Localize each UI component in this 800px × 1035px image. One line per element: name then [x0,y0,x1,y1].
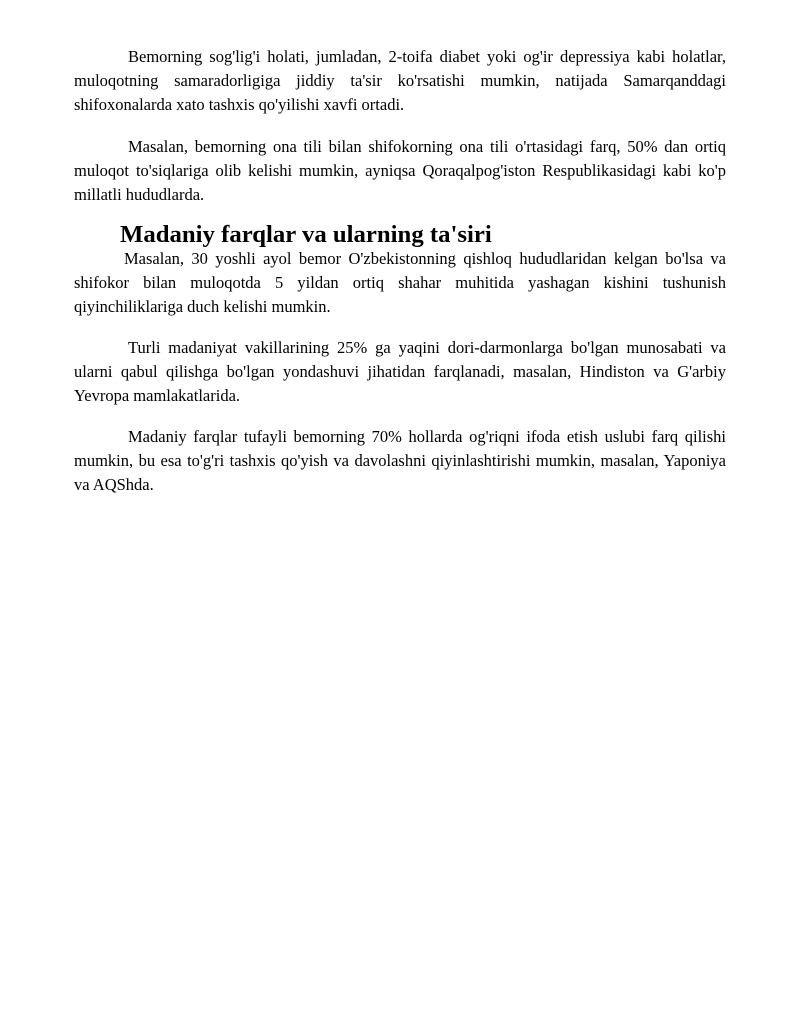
section-heading: Madaniy farqlar va ularning ta'siri [120,221,492,248]
paragraph-medication-attitude: Turli madaniyat vakillarining 25% ga yaqini dori-darmonlarga bo'lgan munosabati va ularni qabul qilishga bo'lgan yondashuvi jihatidan farqlanadi, masalan, Hindiston va G'arbiy Yevropa mamlakatlarida. [74,338,726,405]
paragraph-rural-patient: Masalan, 30 yoshli ayol bemor O'zbekistonning qishloq hududlaridan kelgan bo'lsa va shifokor bilan muloqotda 5 yildan ortiq shahar muhitida yashagan kishini tushunish qiyinchiliklariga duch kelishi mumkin. [74,249,726,316]
paragraph-language-difference: Masalan, bemorning ona tili bilan shifokorning ona tili o'rtasidagi farq, 50% dan ortiq muloqot to'siqlariga olib kelishi mumkin, ayniqsa Qoraqalpog'iston Respublikasidagi kabi ko'p millatli hududlarda. [74,137,726,204]
document-body [74,45,726,497]
paragraph-health-condition: Bemorning sog'lig'i holati, jumladan, 2-toifa diabet yoki og'ir depressiya kabi holatlar, muloqotning samaradorligiga jiddiy ta'sir ko'rsatishi mumkin, natijada Samarqanddagi shifoxonalarda xato tashxis qo'yilishi xavfi ortadi. [74,47,726,114]
paragraph-pain-expression: Madaniy farqlar tufayli bemorning 70% hollarda og'riqni ifoda etish uslubi farq qilishi mumkin, bu esa to'g'ri tashxis qo'yish va davolashni qiyinlashtirishi mumkin, masalan, Yaponiya va AQShda. [74,427,726,494]
